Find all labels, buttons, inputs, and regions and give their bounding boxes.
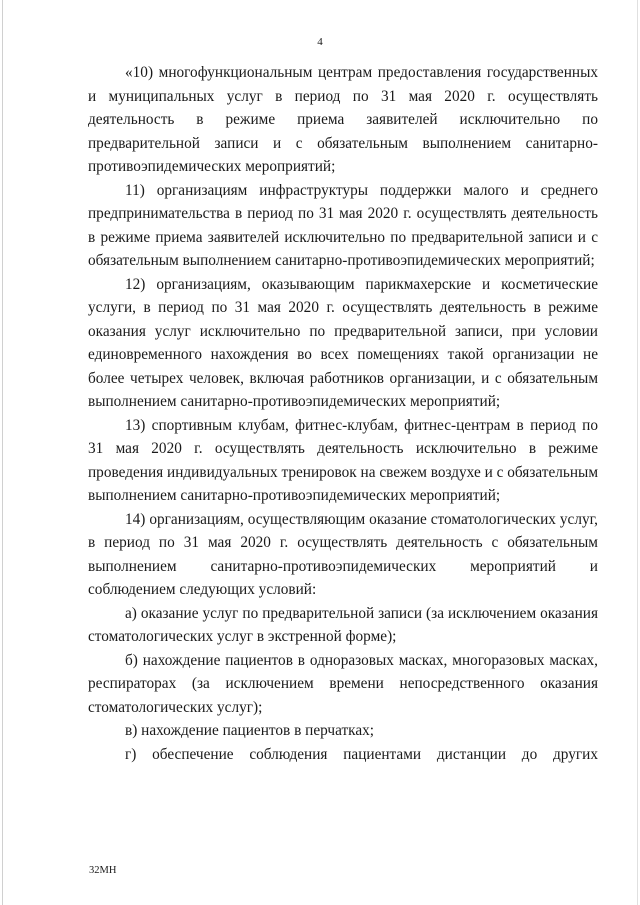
footer-code: 32МН [89,865,117,876]
paragraph-subitem-g: г) обеспечение соблюдения пациентами дистанции до других [125,745,598,763]
paragraph-item-12: 12) организациям, оказывающим парикмахерские и косметические услуги, в период по 31 мая 2020 г. осуществлять деятельность в режиме оказания услуг исключительно по предварительной записи, при условии единовременного нахождения во всех помещениях такой организации не более четырех человек, включая работников организации, и с обязательным выполнением санитарно-противоэпидемических мероприятий; [88,275,598,410]
page-number: 4 [317,36,323,48]
paragraph-item-13: 13) спортивным клубам, фитнес-клубам, фитнес-центрам в период по 31 мая 2020 г. осуществлять деятельность исключительно в режиме проведения индивидуальных тренировок на свежем воздухе и с обязательным выполнением санитарно-противоэпидемических мероприятий; [88,416,598,504]
paragraph-item-14: 14) организациям, осуществляющим оказание стоматологических услуг, в период по 31 мая 2020 г. осуществлять деятельность с обязательным выполнением санитарно-противоэпидемических мероприятий и соблюдением следующих условий: [88,510,598,598]
paragraph-subitem-v: в) нахождение пациентов в перчатках; [125,722,375,739]
scan-edge-left [2,0,3,905]
paragraph-item-11: 11) организациям инфраструктуры поддержки малого и среднего предпринимательства в период по 31 мая 2020 г. осуществлять деятельность в режиме приема заявителей исключительно по предварительной записи и с обязательным выполнением санитарно-противоэпидемических мероприятий; [88,181,598,269]
paragraph-item-10: «10) многофункциональным центрам предоставления государственных и муниципальных услуг в период по 31 мая 2020 г. осуществлять деятельность в режиме приема заявителей исключительно по предварительной записи и с обязательным выполнением санитарно-противоэпидемических мероприятий; [88,64,598,175]
scan-edge-right [637,0,638,905]
paragraph-subitem-b: б) нахождение пациентов в одноразовых масках, многоразовых масках, респираторах (за исключением времени непосредственного оказания стоматологических услуг); [88,651,598,716]
paragraph-subitem-a: а) оказание услуг по предварительной записи (за исключением оказания стоматологических услуг в экстренной форме); [88,604,598,645]
document-body [88,61,598,766]
